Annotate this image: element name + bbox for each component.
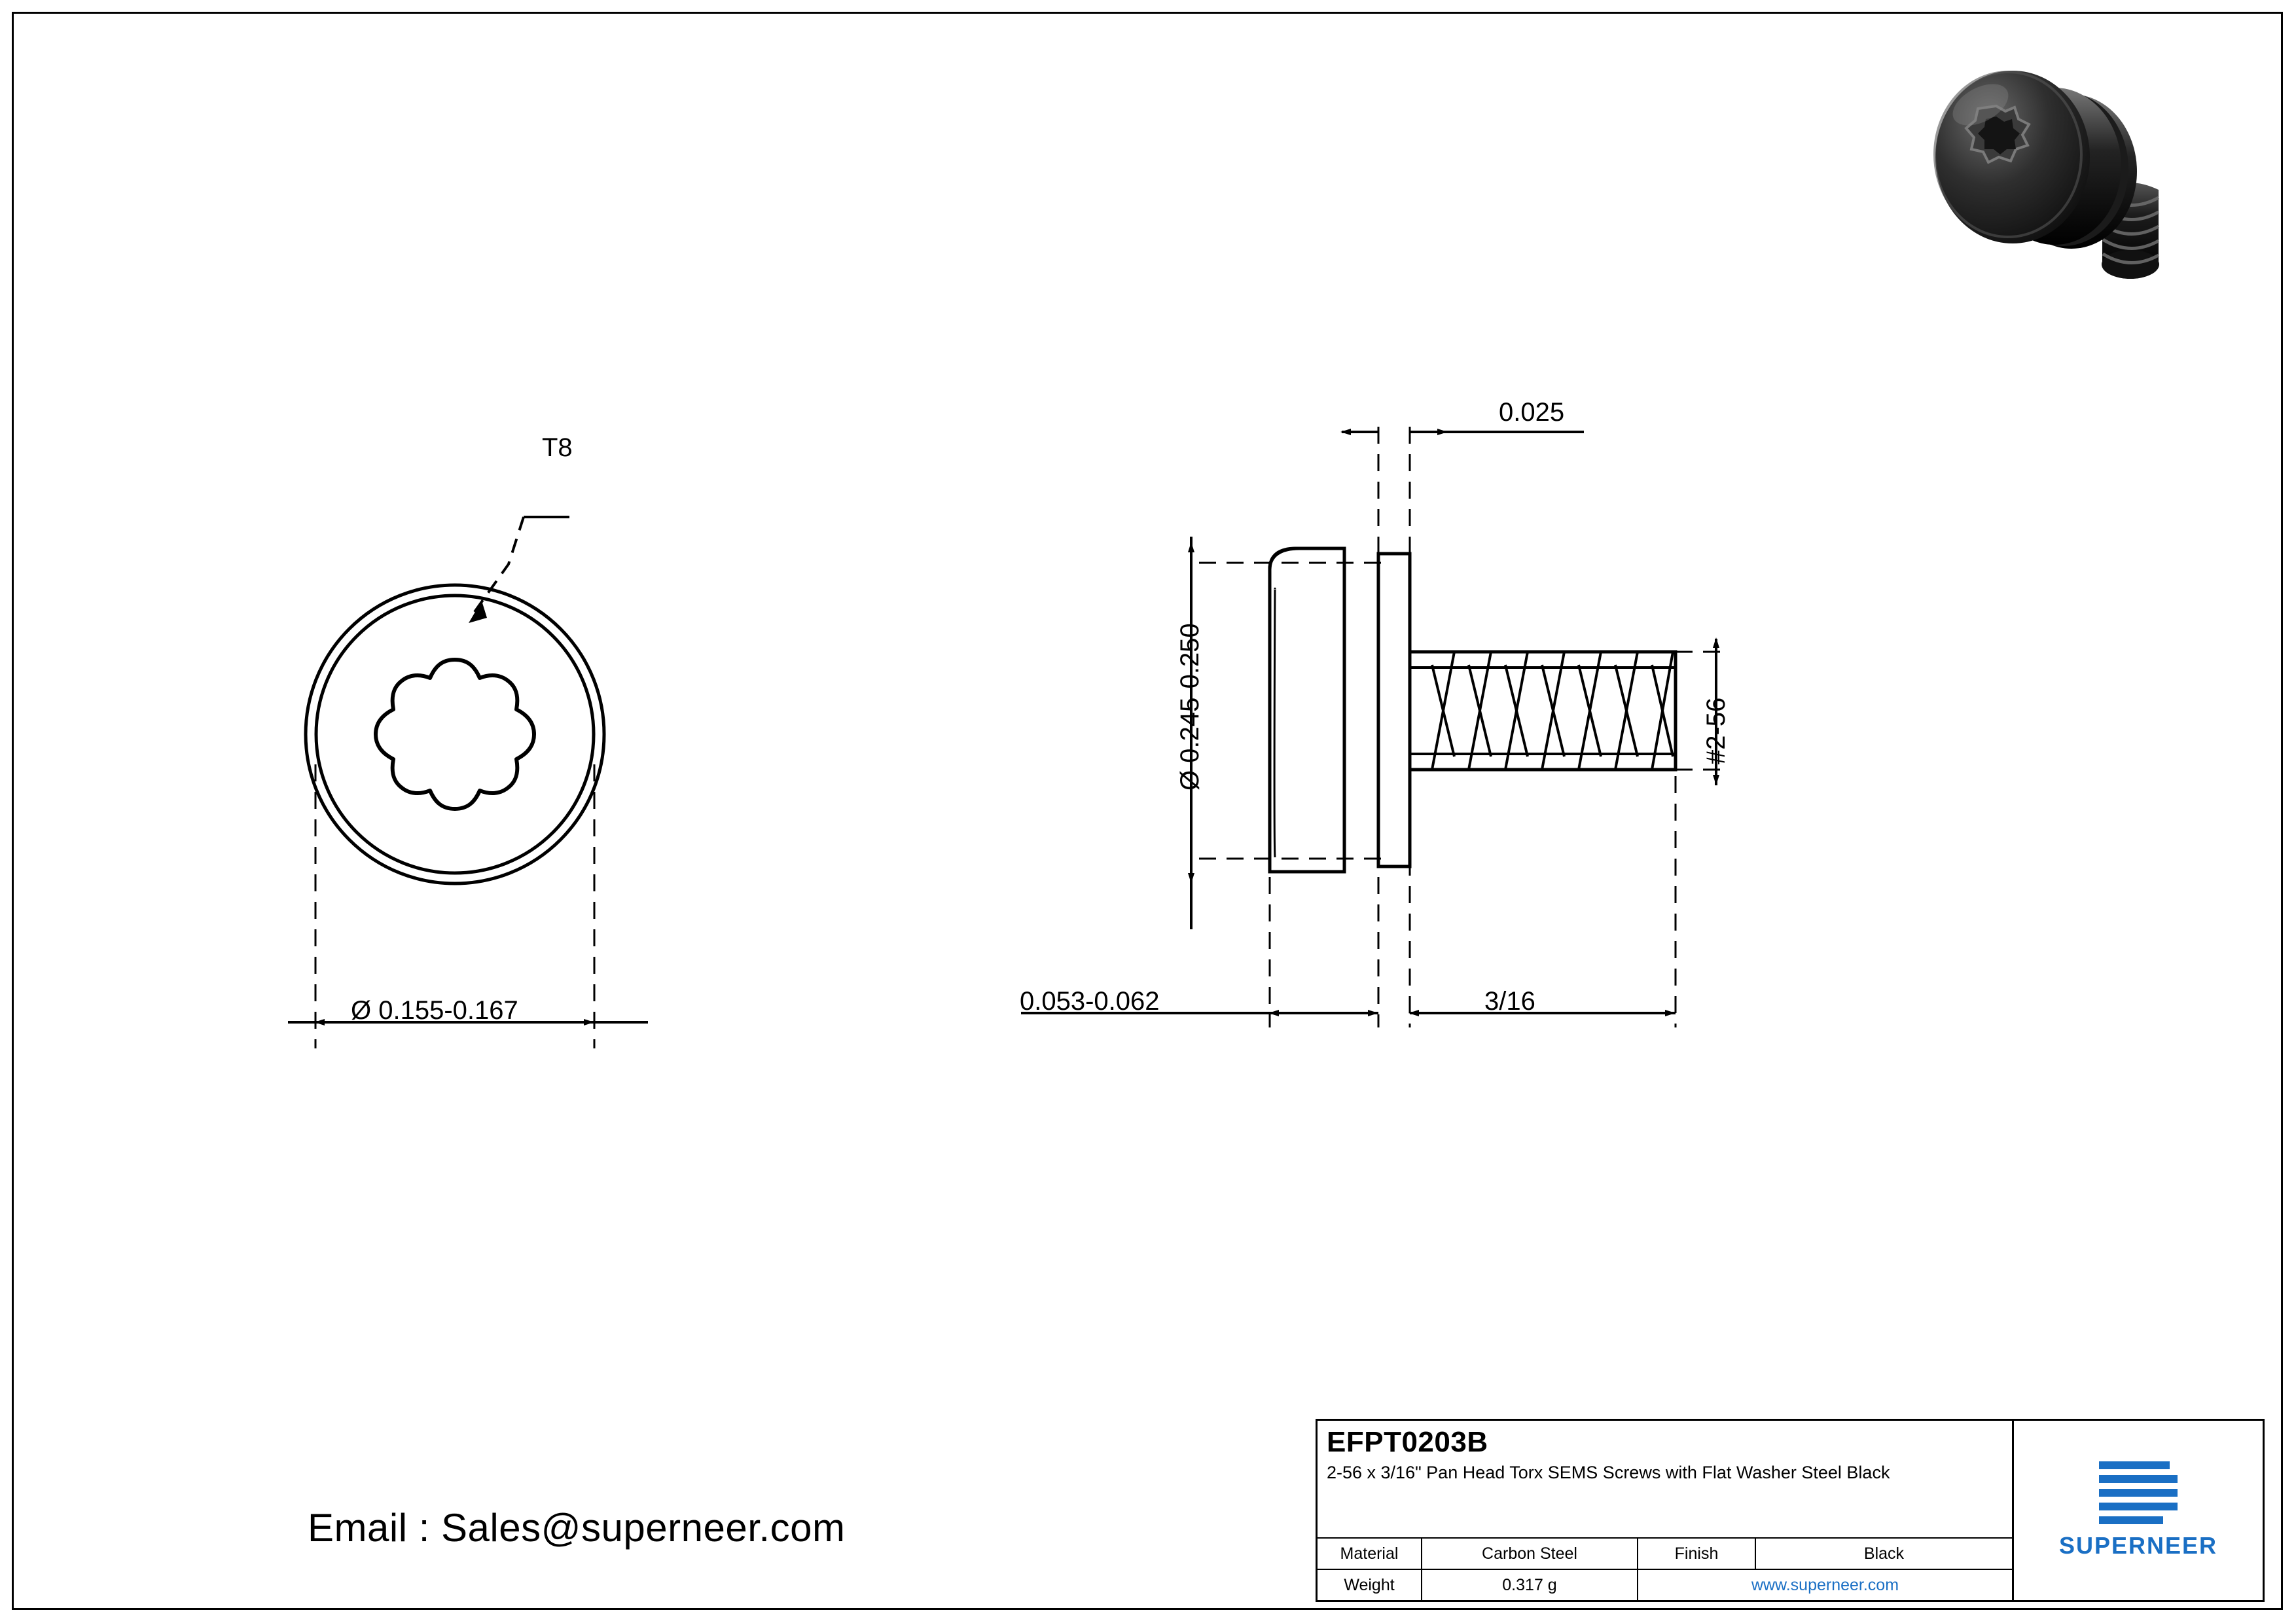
email-text: Email : Sales@superneer.com [308,1506,846,1550]
driver-size-label: T8 [542,433,573,462]
front-view-diameter-label: Ø 0.155-0.167 [351,996,518,1025]
material-value: Carbon Steel [1422,1539,1638,1569]
side-view [1021,419,1721,1027]
spec-table [1318,1537,2012,1600]
brand-logo [2014,1421,2263,1600]
finish-label: Finish [1638,1539,1756,1569]
weight-value: 0.317 g [1422,1570,1638,1600]
brand-name: SUPERNEER [2058,1532,2218,1559]
screw-length-label: 3/16 [1484,987,1535,1016]
website-link[interactable]: www.superneer.com [1751,1575,1899,1594]
front-view [288,517,648,1048]
finish-value: Black [1863,1544,1905,1563]
head-diameter-label: Ø 0.245-0.250 [1175,623,1204,791]
part-code: EFPT0203B [1327,1426,1488,1458]
spec-row-material [1318,1539,2012,1570]
material-label: Material [1318,1539,1422,1569]
logo-mark-icon [2099,1461,2178,1524]
spec-row-weight [1318,1570,2012,1600]
product-3d-render [1935,71,2159,279]
washer-thickness-label: 0.025 [1499,398,1565,427]
title-block [1316,1419,2265,1602]
weight-label: Weight [1318,1570,1422,1600]
title-block-left [1318,1421,2014,1600]
head-height-label: 0.053-0.062 [1020,987,1160,1016]
thread-size-label: #2-56 [1702,697,1731,764]
part-description: 2-56 x 3/16" Pan Head Torx SEMS Screws with Flat Washer Steel Black [1327,1463,1890,1482]
